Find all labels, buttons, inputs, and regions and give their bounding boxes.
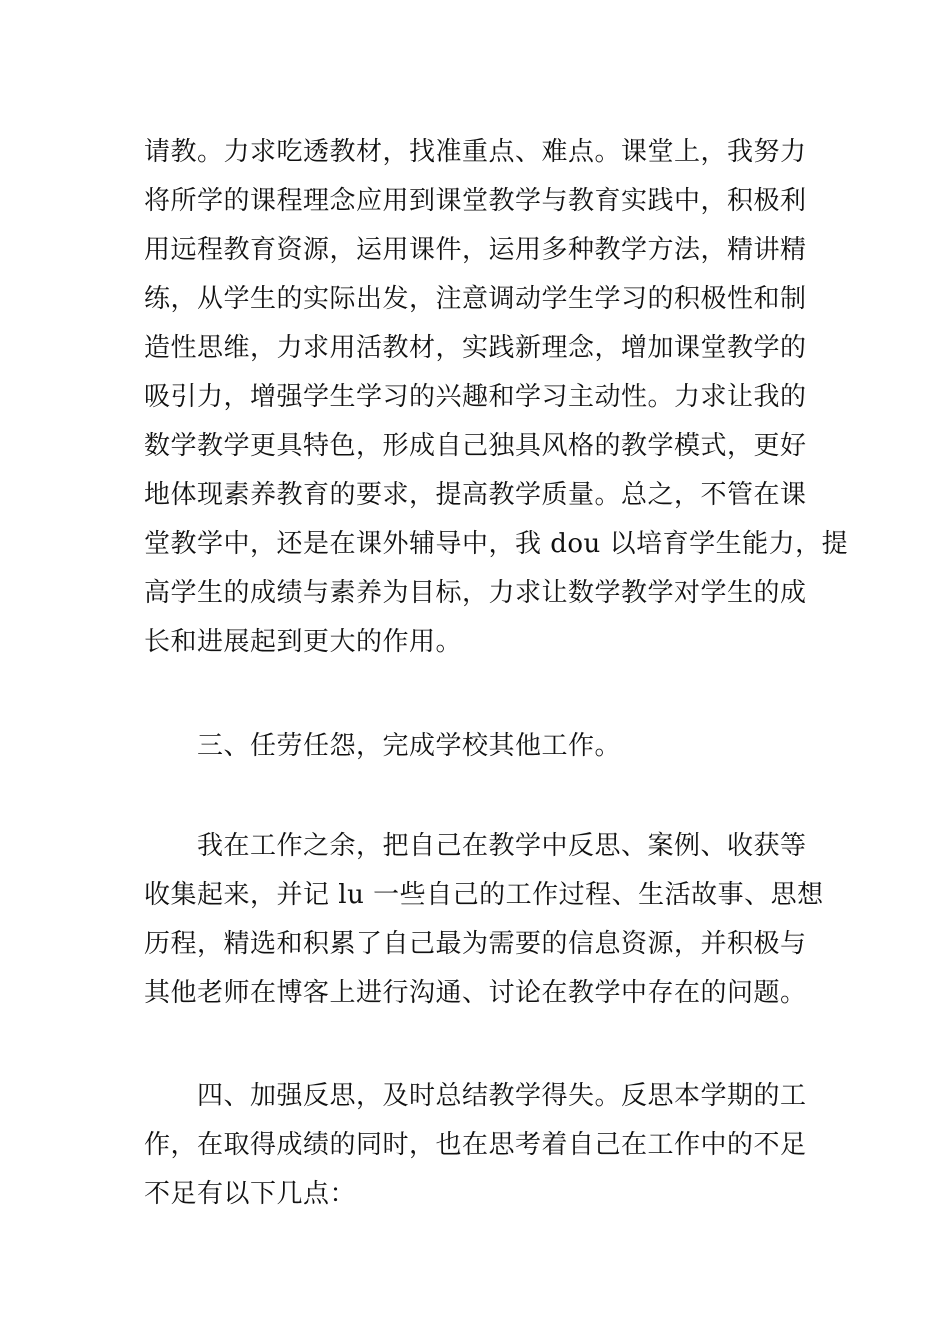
- section-heading-three: [144, 722, 809, 771]
- text-line: 请教。力求吃透教材，找准重点、难点。课堂上，我努力: [144, 137, 807, 167]
- text-line: 不足有以下几点：: [144, 1179, 357, 1209]
- text-line: 堂教学中，还是在课外辅导中，我 dou 以培育学生能力，提: [144, 529, 849, 559]
- text-line: 四、加强反思，及时总结教学得失。反思本学期的工: [197, 1081, 807, 1111]
- paragraph-teaching-practice: [144, 128, 849, 667]
- text-line: 吸引力，增强学生学习的兴趣和学习主动性。力求让我的: [144, 382, 807, 412]
- text-line: 收集起来，并记 lu 一些自己的工作过程、生活故事、思想: [144, 880, 824, 910]
- text-line: 地体现素养教育的要求，提高教学质量。总之，不管在课: [144, 480, 807, 510]
- text-line: 作，在取得成绩的同时，也在思考着自己在工作中的不足: [144, 1130, 807, 1160]
- text-line: 我在工作之余，把自己在教学中反思、案例、收获等: [197, 831, 807, 861]
- text-line: 其他老师在博客上进行沟通、讨论在教学中存在的问题。: [144, 978, 807, 1008]
- text-line: 高学生的成绩与素养为目标，力求让数学教学对学生的成: [144, 578, 807, 608]
- text-line: 三、任劳任怨，完成学校其他工作。: [197, 731, 622, 761]
- text-line: 数学教学更具特色，形成自己独具风格的教学模式，更好: [144, 431, 807, 461]
- text-line: 用远程教育资源，运用课件，运用多种教学方法，精讲精: [144, 235, 807, 265]
- paragraph-reflection-collection: [144, 822, 824, 1018]
- text-line: 造性思维，力求用活教材，实践新理念，增加课堂教学的: [144, 333, 807, 363]
- paragraph-section-four: [144, 1072, 809, 1219]
- text-line: 历程，精选和积累了自己最为需要的信息资源，并积极与: [144, 929, 807, 959]
- text-line: 练，从学生的实际出发，注意调动学生学习的积极性和制: [144, 284, 807, 314]
- text-line: 长和进展起到更大的作用。: [144, 627, 463, 657]
- text-line: 将所学的课程理念应用到课堂教学与教育实践中，积极利: [144, 186, 807, 216]
